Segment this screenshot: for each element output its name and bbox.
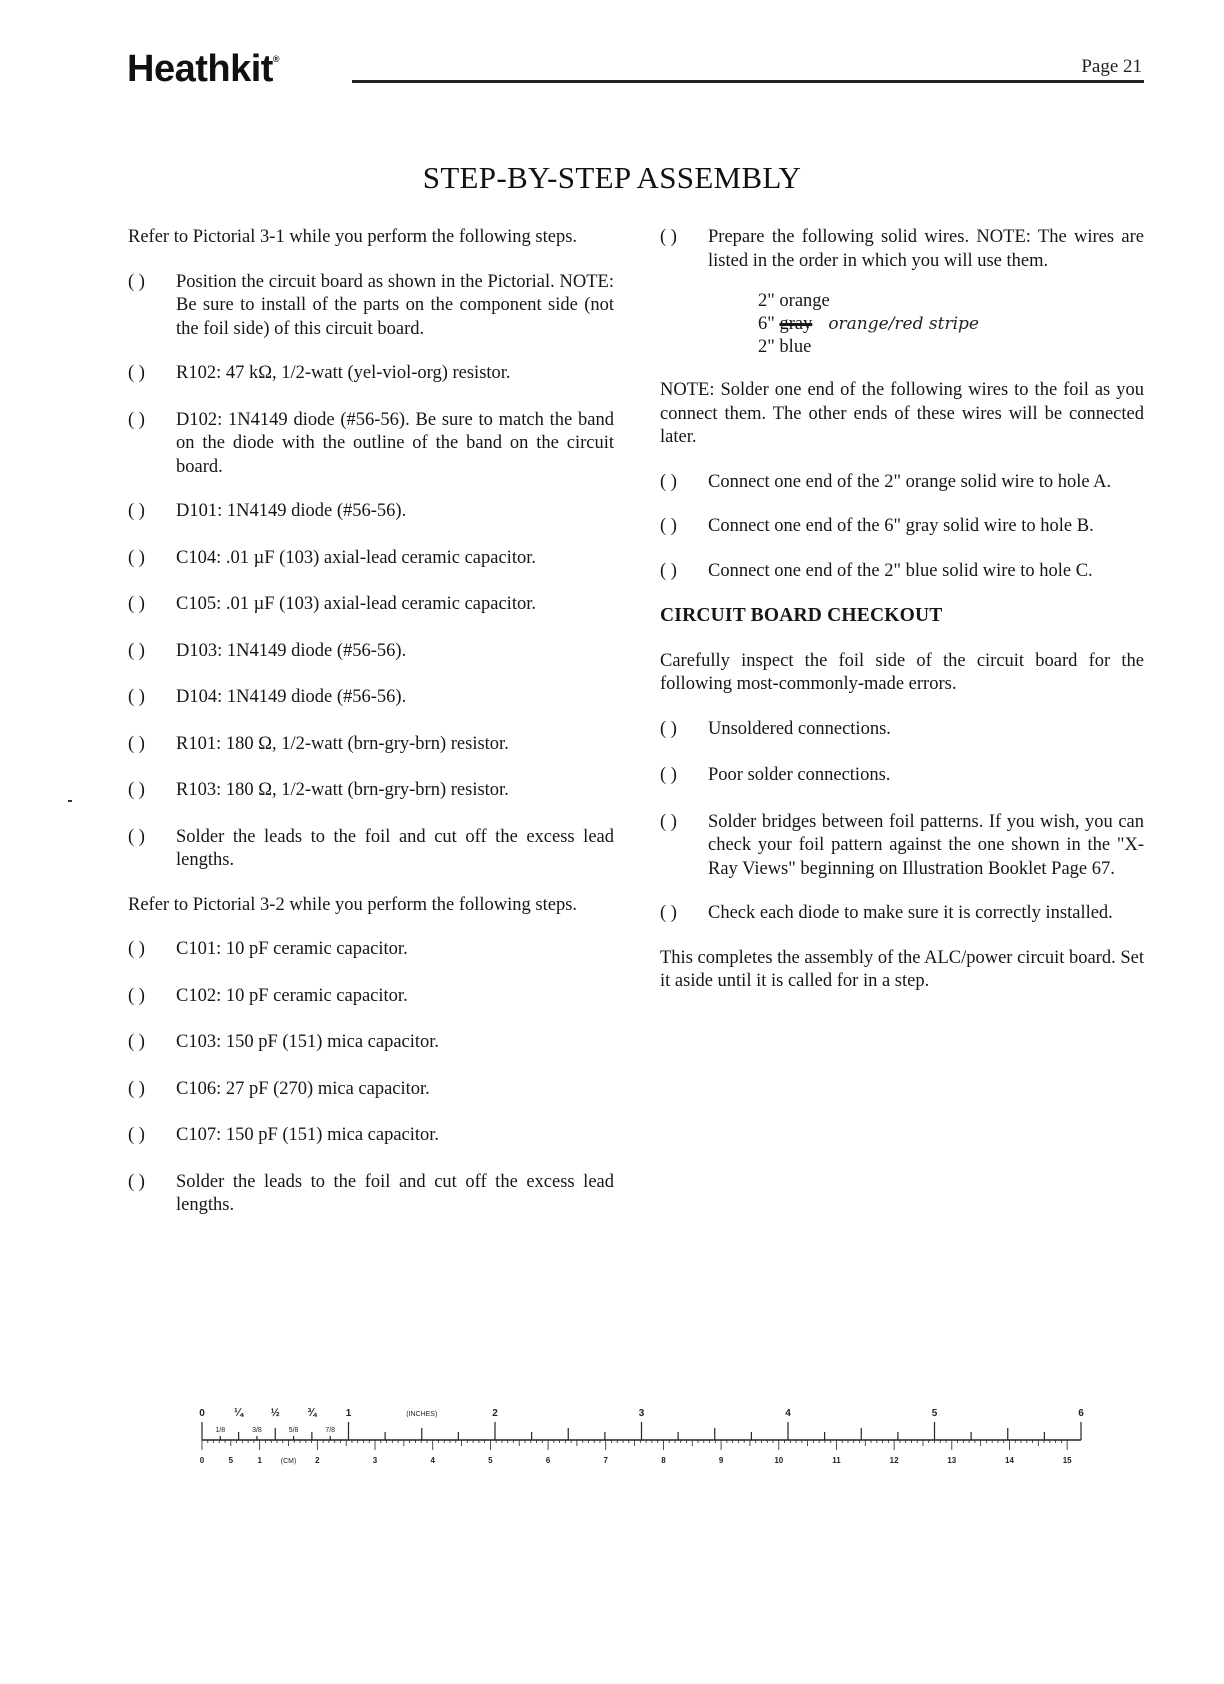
step-c101[interactable] <box>128 938 614 962</box>
inch-fraction-label: ¼ <box>234 1407 244 1419</box>
checkbox[interactable]: ( ) <box>128 547 145 568</box>
step-solder-bridges[interactable] <box>660 811 1144 882</box>
cm-label: 14 <box>1005 1456 1014 1465</box>
inch-fraction-label: ¾ <box>307 1407 317 1419</box>
inch-unit-label: (INCHES) <box>406 1411 438 1418</box>
step-text: Solder the leads to the foil and cut off the excess lead lengths. <box>176 1171 614 1215</box>
step-d104[interactable] <box>128 686 614 710</box>
wire-list <box>758 290 1144 359</box>
step-text: R102: 47 kΩ, 1/2-watt (yel-viol-org) resistor. <box>176 363 511 383</box>
note-paragraph: NOTE: Solder one end of the following wires to the foil as you connect them. The other ends of these wires will be connected later. <box>660 380 1144 447</box>
inch-fraction-label: ½ <box>270 1407 280 1419</box>
measuring-ruler <box>198 1404 1084 1466</box>
cm-label: 11 <box>832 1456 841 1465</box>
cm-unit-label: (CM) <box>280 1458 297 1465</box>
checkbox[interactable]: ( ) <box>660 516 677 536</box>
inch-label: 3 <box>638 1408 645 1419</box>
step-text: C106: 27 pF (270) mica capacitor. <box>176 1078 430 1099</box>
eighth-label: 7/8 <box>325 1427 336 1434</box>
step-text: D103: 1N4149 diode (#56-56). <box>176 640 407 661</box>
checkbox[interactable]: ( ) <box>660 560 677 581</box>
step-c106[interactable] <box>128 1078 614 1102</box>
eighth-label: 1/8 <box>215 1427 226 1434</box>
step-solder-1[interactable] <box>128 826 614 873</box>
inch-label: 5 <box>931 1408 938 1419</box>
step-c102[interactable] <box>128 985 614 1009</box>
page-number: Page 21 <box>1081 56 1142 77</box>
left-column <box>128 226 614 1239</box>
struck-wire-color: gray <box>779 314 813 334</box>
checkbox[interactable]: ( ) <box>128 501 145 521</box>
checkbox[interactable]: ( ) <box>660 903 677 923</box>
step-r102[interactable] <box>128 362 614 386</box>
step-text: C105: .01 µF (103) axial-lead ceramic capacitor. <box>176 594 536 614</box>
step-poor-solder[interactable] <box>660 764 1144 788</box>
eighth-label: 3/8 <box>252 1427 262 1434</box>
checkbox[interactable]: ( ) <box>128 687 145 707</box>
section-title: STEP-BY-STEP ASSEMBLY <box>422 160 802 195</box>
cm-label: 7 <box>603 1456 608 1465</box>
step-text: C104: .01 µF (103) axial-lead ceramic capacitor. <box>176 547 536 568</box>
wire-item: 2" blue <box>758 337 812 357</box>
step-c104[interactable] <box>128 547 614 571</box>
step-prepare-wires[interactable] <box>660 226 1144 273</box>
step-text: D104: 1N4149 diode (#56-56). <box>176 687 407 707</box>
intro-paragraph: Refer to Pictorial 3-1 while you perform the following steps. <box>128 227 578 247</box>
step-r101[interactable] <box>128 733 614 757</box>
step-c105[interactable] <box>128 593 614 617</box>
step-check-diodes[interactable] <box>660 902 1144 926</box>
cm-label: 10 <box>774 1456 784 1465</box>
cm-label: 0 <box>199 1456 205 1465</box>
checkbox[interactable]: ( ) <box>128 1125 145 1145</box>
step-position-board[interactable] <box>128 271 614 342</box>
step-text: Connect one end of the 2" blue solid wire to hole C. <box>708 560 1093 581</box>
wire-item: 2" orange <box>758 291 830 311</box>
cm-label: 15 <box>1062 1456 1072 1465</box>
checkbox[interactable]: ( ) <box>128 1171 145 1192</box>
checkbox[interactable]: ( ) <box>660 471 677 492</box>
step-text: Position the circuit board as shown in the Pictorial. NOTE: Be sure to install of the parts on the component side (not the foil side) of this circuit board. <box>176 271 614 339</box>
step-text: Solder bridges between foil patterns. If you wish, you can check your foil pattern against the one shown in the "X-Ray Views" beginning on Illustration Booklet Page 67. <box>708 811 1144 879</box>
step-d101[interactable] <box>128 500 614 524</box>
checkout-intro: Carefully inspect the foil side of the circuit board for the following most-commonly-made errors. <box>660 650 1144 694</box>
step-text: R101: 180 Ω, 1/2-watt (brn-gry-brn) resistor. <box>176 733 509 754</box>
step-text: R103: 180 Ω, 1/2-watt (brn-gry-brn) resistor. <box>176 780 509 800</box>
stray-mark <box>68 800 72 802</box>
step-unsoldered[interactable] <box>660 718 1144 742</box>
cm-label: 5 <box>228 1456 234 1465</box>
cm-label: 13 <box>947 1456 957 1465</box>
step-connect-blue[interactable] <box>660 560 1144 584</box>
checkbox[interactable]: ( ) <box>128 640 145 661</box>
checkout-heading: CIRCUIT BOARD CHECKOUT <box>660 605 943 626</box>
checkbox[interactable]: ( ) <box>128 1032 145 1052</box>
checkbox[interactable]: ( ) <box>128 1078 145 1099</box>
step-d103[interactable] <box>128 640 614 664</box>
checkbox[interactable]: ( ) <box>660 227 677 247</box>
header-rule <box>352 80 1144 83</box>
inch-label: 1 <box>345 1408 352 1419</box>
cm-label: 9 <box>718 1456 724 1465</box>
checkbox[interactable]: ( ) <box>128 363 145 383</box>
right-column <box>660 226 1144 1015</box>
step-connect-orange[interactable] <box>660 471 1144 495</box>
step-text: D101: 1N4149 diode (#56-56). <box>176 501 407 521</box>
checkbox[interactable]: ( ) <box>128 594 145 614</box>
cm-label: 5 <box>488 1456 493 1465</box>
step-text: C101: 10 pF ceramic capacitor. <box>176 939 408 959</box>
step-c107[interactable] <box>128 1124 614 1148</box>
step-connect-gray[interactable] <box>660 515 1144 539</box>
step-text: Unsoldered connections. <box>708 718 891 739</box>
checkbox[interactable]: ( ) <box>128 409 145 430</box>
step-text: D102: 1N4149 diode (#56-56). Be sure to match the band on the diode with the outline of the band on the circuit board. <box>176 409 614 477</box>
checkbox[interactable]: ( ) <box>128 733 145 754</box>
inch-label: 2 <box>492 1408 498 1419</box>
step-text: Connect one end of the 2" orange solid wire to hole A. <box>708 471 1112 492</box>
checkbox[interactable]: ( ) <box>128 271 145 292</box>
cm-label: 8 <box>661 1456 666 1465</box>
cm-label: 4 <box>430 1456 435 1465</box>
cm-label: 3 <box>372 1456 378 1465</box>
step-text: C107: 150 pF (151) mica capacitor. <box>176 1125 440 1145</box>
checkbox[interactable]: ( ) <box>128 780 145 800</box>
step-text: C103: 150 pF (151) mica capacitor. <box>176 1032 440 1052</box>
checkbox[interactable]: ( ) <box>660 718 677 739</box>
cm-label: 12 <box>889 1456 899 1465</box>
checkbox[interactable]: ( ) <box>128 826 145 847</box>
checkbox[interactable]: ( ) <box>128 985 145 1006</box>
step-text: Check each diode to make sure it is correctly installed. <box>708 903 1113 923</box>
cm-label: 1 <box>257 1456 262 1465</box>
step-r103[interactable] <box>128 779 614 803</box>
intro-paragraph-2: Refer to Pictorial 3-2 while you perform the following steps. <box>128 894 578 915</box>
checkbox[interactable]: ( ) <box>660 811 677 832</box>
inch-label: 0 <box>199 1408 205 1419</box>
checkbox[interactable]: ( ) <box>128 939 145 959</box>
step-d102[interactable] <box>128 409 614 480</box>
handwritten-annotation: orange/red stripe <box>828 314 979 334</box>
step-text: Connect one end of the 6" gray solid wire to hole B. <box>708 516 1094 536</box>
step-text: Poor solder connections. <box>708 765 891 785</box>
eighth-label: 5/8 <box>288 1427 299 1434</box>
closing-paragraph: This completes the assembly of the ALC/power circuit board. Set it aside until it is called for in a step. <box>660 947 1144 991</box>
step-text: Prepare the following solid wires. NOTE: The wires are listed in the order in which you will use them. <box>708 227 1144 271</box>
step-c103[interactable] <box>128 1031 614 1055</box>
inch-label: 4 <box>785 1408 791 1419</box>
step-solder-2[interactable] <box>128 1171 614 1218</box>
step-text: Solder the leads to the foil and cut off the excess lead lengths. <box>176 826 614 870</box>
brand-logo: Heathkit® <box>127 48 280 90</box>
checkbox[interactable]: ( ) <box>660 765 677 785</box>
cm-label: 6 <box>545 1456 551 1465</box>
wire-item: 6" gray orange/red stripe <box>758 314 979 334</box>
step-text: C102: 10 pF ceramic capacitor. <box>176 985 408 1006</box>
inch-label: 6 <box>1078 1408 1084 1419</box>
cm-label: 2 <box>315 1456 320 1465</box>
